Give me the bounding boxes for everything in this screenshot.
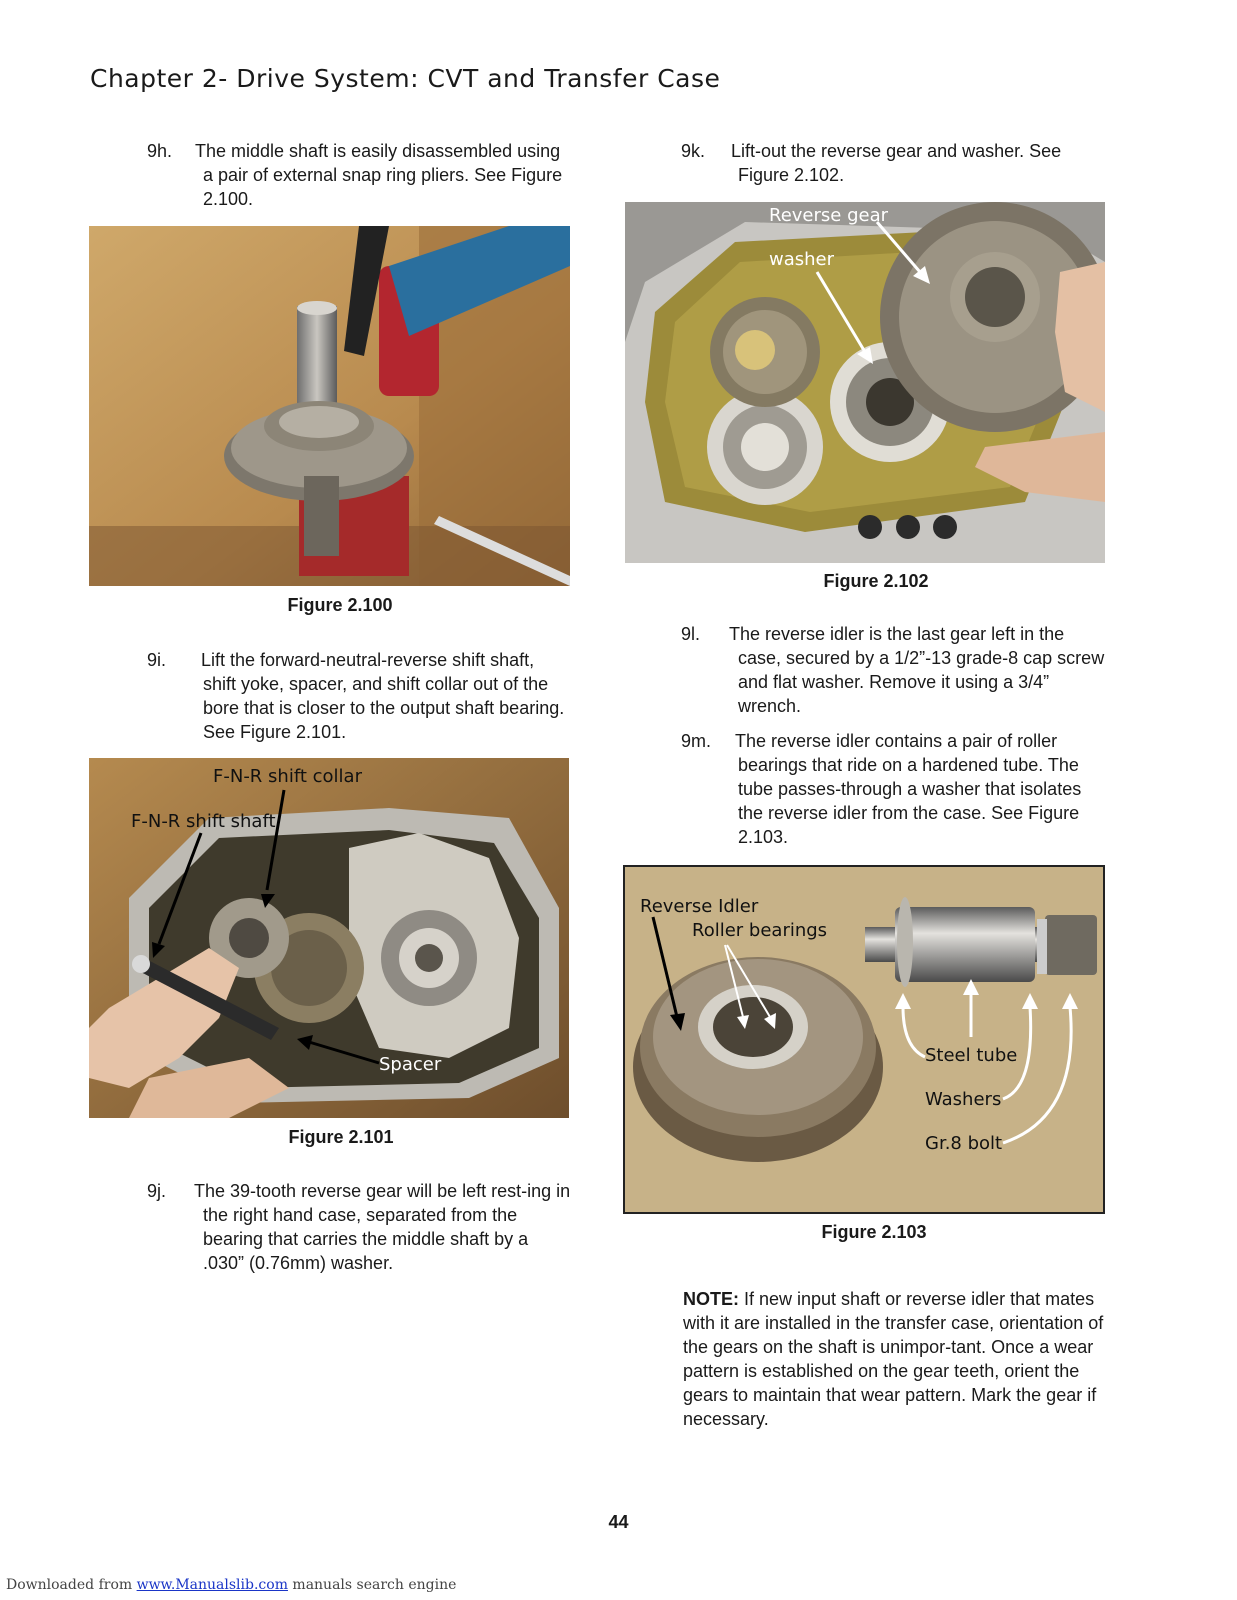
footer-suffix: manuals search engine [287,1577,457,1593]
label-shift-shaft: F-N-R shift shaft [131,811,276,832]
label-gr8-bolt: Gr.8 bolt [925,1133,1003,1154]
note-label: NOTE: [683,1289,739,1309]
step-9j [147,1179,572,1275]
label-washer: washer [769,249,835,270]
step-text: The middle shaft is easily disassembled using a pair of external snap ring pliers. See Figure 2.100. [195,141,563,209]
page-header: Chapter 2- Drive System: CVT and Transfer Case [90,64,721,93]
figure-2-102-photo [625,202,1105,563]
figure-2-101-caption: Figure 2.101 [288,1127,394,1147]
step-text: The 39-tooth reverse gear will be left rest-ing in the right hand case, separated from the bearing that carries the middle shaft by a .030” (0.76mm) washer. [194,1181,571,1273]
figure-2-102-caption: Figure 2.102 [823,571,929,591]
download-footer [6,1577,456,1593]
figure-2-103-photo [623,865,1105,1214]
step-9h [147,139,567,211]
page-number: 44 [608,1512,629,1532]
manualslib-link[interactable]: www.Manualslib.com [136,1577,288,1593]
label-shift-collar: F-N-R shift collar [213,766,362,787]
label-reverse-gear: Reverse gear [769,205,889,226]
step-number: 9m. [681,731,712,751]
step-9i [147,648,572,744]
label-steel-tube: Steel tube [925,1045,1018,1066]
figure-2-100-caption: Figure 2.100 [287,595,393,615]
label-washers: Washers [925,1089,1002,1110]
footer-prefix: Downloaded from [6,1577,137,1593]
label-roller-bearings: Roller bearings [692,920,828,941]
figure-2-103-caption: Figure 2.103 [821,1222,927,1242]
step-text: Lift the forward-neutral-reverse shift shaft, shift yoke, spacer, and shift collar out of the bore that is closer to the output shaft bearing. See Figure 2.101. [201,650,565,742]
label-reverse-idler: Reverse Idler [640,896,759,917]
step-text: The reverse idler contains a pair of roller bearings that ride on a hardened tube. The tube passes-through a washer that isolates the reverse idler from the case. See Figure 2.103. [735,731,1082,847]
figure-2-101-photo [89,758,569,1118]
step-number: 9l. [681,624,701,644]
step-9m [681,729,1111,849]
step-text: Lift-out the reverse gear and washer. See Figure 2.102. [731,141,1062,185]
step-number: 9j. [147,1181,167,1201]
step-number: 9i. [147,650,167,670]
label-spacer: Spacer [379,1054,442,1075]
step-number: 9h. [147,141,173,161]
note-text: If new input shaft or reverse idler that mates with it are installed in the transfer case, orientation of the gears on the shaft is unimpor-tant. Once a wear pattern is established on the gear teeth, orient the gears to maintain that wear pattern. Mark the gear if necessary. [683,1289,1104,1429]
step-9l [681,622,1111,718]
step-9k [681,139,1101,187]
step-text: The reverse idler is the last gear left in the case, secured by a 1/2”-13 grade-8 cap screw and flat washer. Remove it using a 3/4” wrench. [729,624,1105,716]
note-paragraph [683,1287,1123,1431]
step-number: 9k. [681,141,706,161]
figure-2-100-photo [89,226,570,586]
